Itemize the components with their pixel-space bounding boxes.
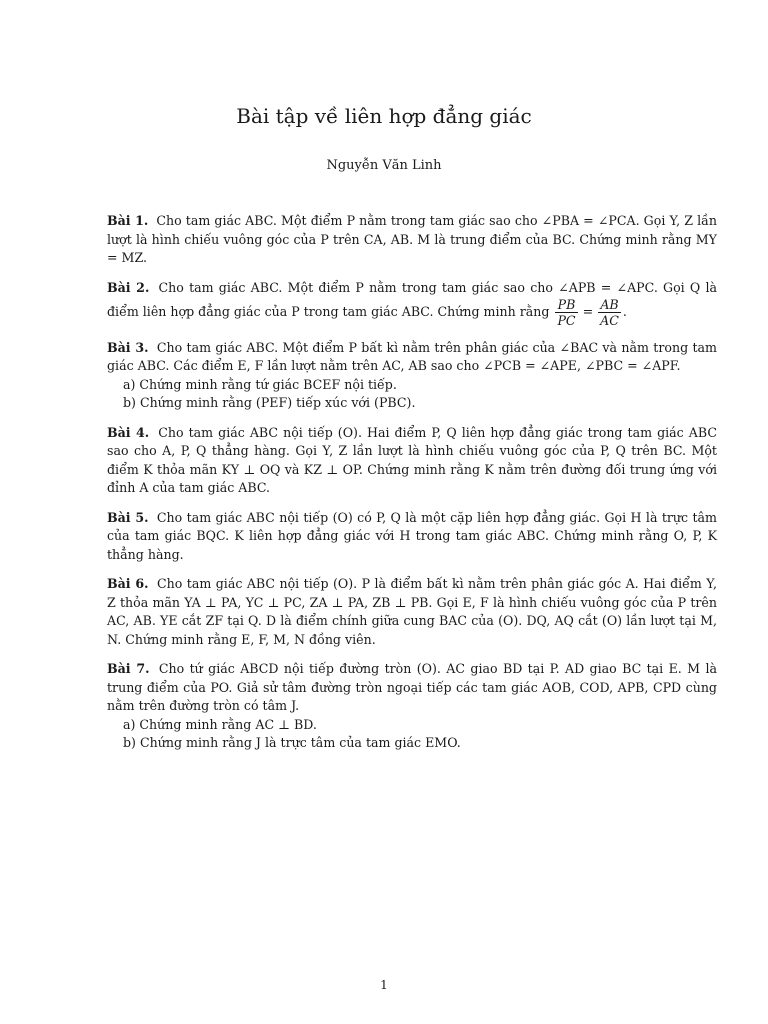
problem-text: Cho tam giác ABC nội tiếp (O). P là điểm bất kì nằm trên phân giác góc A. Hai điểm Y, Z thỏa mãn YA ⊥ PA, YC ⊥ PC, ZA ⊥ PA, ZB ⊥ PB. Gọi E, F là hình chiếu vuông góc của P trên AC, AB. YE cắt ZF tại Q. D là điểm chính giữa cung BAC của (O). DQ, AQ cắt (O) lần lượt tại M, N. Chứng minh rằng E, F, M, N đồng viên.	[107, 576, 717, 647]
problem-4	[107, 424, 717, 498]
subquestion-b: b) Chứng minh rằng (PEF) tiếp xúc với (PBC).	[123, 395, 416, 410]
problem-text: Cho tam giác ABC. Một điểm P nằm trong tam giác sao cho ∠PBA = ∠PCA. Gọi Y, Z lần lượt là hình chiếu vuông góc của P trên CA, AB. M là trung điểm của BC. Chứng minh rằng MY = MZ.	[107, 213, 717, 265]
fraction-pb-pc	[555, 297, 577, 328]
document-title: Bài tập về liên hợp đẳng giác	[236, 104, 532, 128]
problem-text: Cho tam giác ABC. Một điểm P nằm trong tam giác sao cho ∠APB = ∠APC. Gọi Q là điểm liên hợp đẳng giác của P trong tam giác ABC. Chứng minh rằng	[107, 279, 717, 319]
problem-text: Cho tam giác ABC nội tiếp (O) có P, Q là một cặp liên hợp đẳng giác. Gọi H là trực tâm của tam giác BQC. K liên hợp đẳng giác với H trong tam giác ABC. Chứng minh rằng O, P, K thẳng hàng.	[107, 509, 717, 562]
fraction-numerator: AB	[598, 297, 621, 313]
problem-label: Bài 1.	[107, 213, 149, 228]
subquestion-b: b) Chứng minh rằng J là trực tâm của tam giác EMO.	[123, 735, 461, 750]
subquestion-a: a) Chứng minh rằng AC ⊥ BD.	[123, 716, 317, 732]
problem-text: Cho tứ giác ABCD nội tiếp đường tròn (O). AC giao BD tại P. AD giao BC tại E. M là trung điểm của PO. Giả sử tâm đường tròn ngoại tiếp các tam giác AOB, COD, APB, CPD cùng nằm trên đường tròn có tâm J.	[107, 661, 717, 713]
page-number: 1	[380, 978, 388, 992]
fraction-denominator: AC	[600, 312, 619, 328]
problem-7	[107, 660, 717, 753]
problem-text: Cho tam giác ABC nội tiếp (O). Hai điểm P, Q liên hợp đẳng giác trong tam giác ABC sao cho A, P, Q thẳng hàng. Gọi Y, Z lần lượt là hình chiếu vuông góc của P, Q trên BC. Một điểm K thỏa mãn KY ⊥ OQ và KZ ⊥ OP. Chứng minh rằng K nằm trên đường đối trung ứng với đỉnh A của tam giác ABC.	[107, 424, 717, 495]
problem-label: Bài 4.	[107, 424, 150, 440]
problem-5	[107, 509, 717, 565]
author-name: Nguyễn Văn Linh	[326, 158, 442, 173]
equals-sign: =	[582, 304, 594, 319]
problem-6	[107, 575, 717, 649]
problem-list	[107, 212, 717, 764]
problem-2	[107, 279, 717, 328]
problem-3	[107, 339, 717, 413]
problem-text: Cho tam giác ABC. Một điểm P bất kì nằm trên phân giác của ∠BAC và nằm trong tam giác ABC. Các điểm E, F lần lượt nằm trên AC, AB sao cho ∠PCB = ∠APE, ∠PBC = ∠APF.	[107, 339, 717, 373]
fraction-numerator: PB	[555, 297, 577, 313]
subquestion-a: a) Chứng minh rằng tứ giác BCEF nội tiếp.	[123, 376, 397, 392]
fraction-denominator: PC	[557, 312, 576, 328]
problem-label: Bài 6.	[107, 576, 149, 591]
problem-label: Bài 2.	[107, 279, 150, 295]
sentence-end: .	[622, 303, 627, 319]
problem-label: Bài 7.	[107, 661, 150, 676]
fraction-ab-ac	[598, 297, 621, 328]
problem-1	[107, 212, 717, 268]
problem-label: Bài 3.	[107, 339, 149, 355]
problem-label: Bài 5.	[107, 509, 149, 525]
